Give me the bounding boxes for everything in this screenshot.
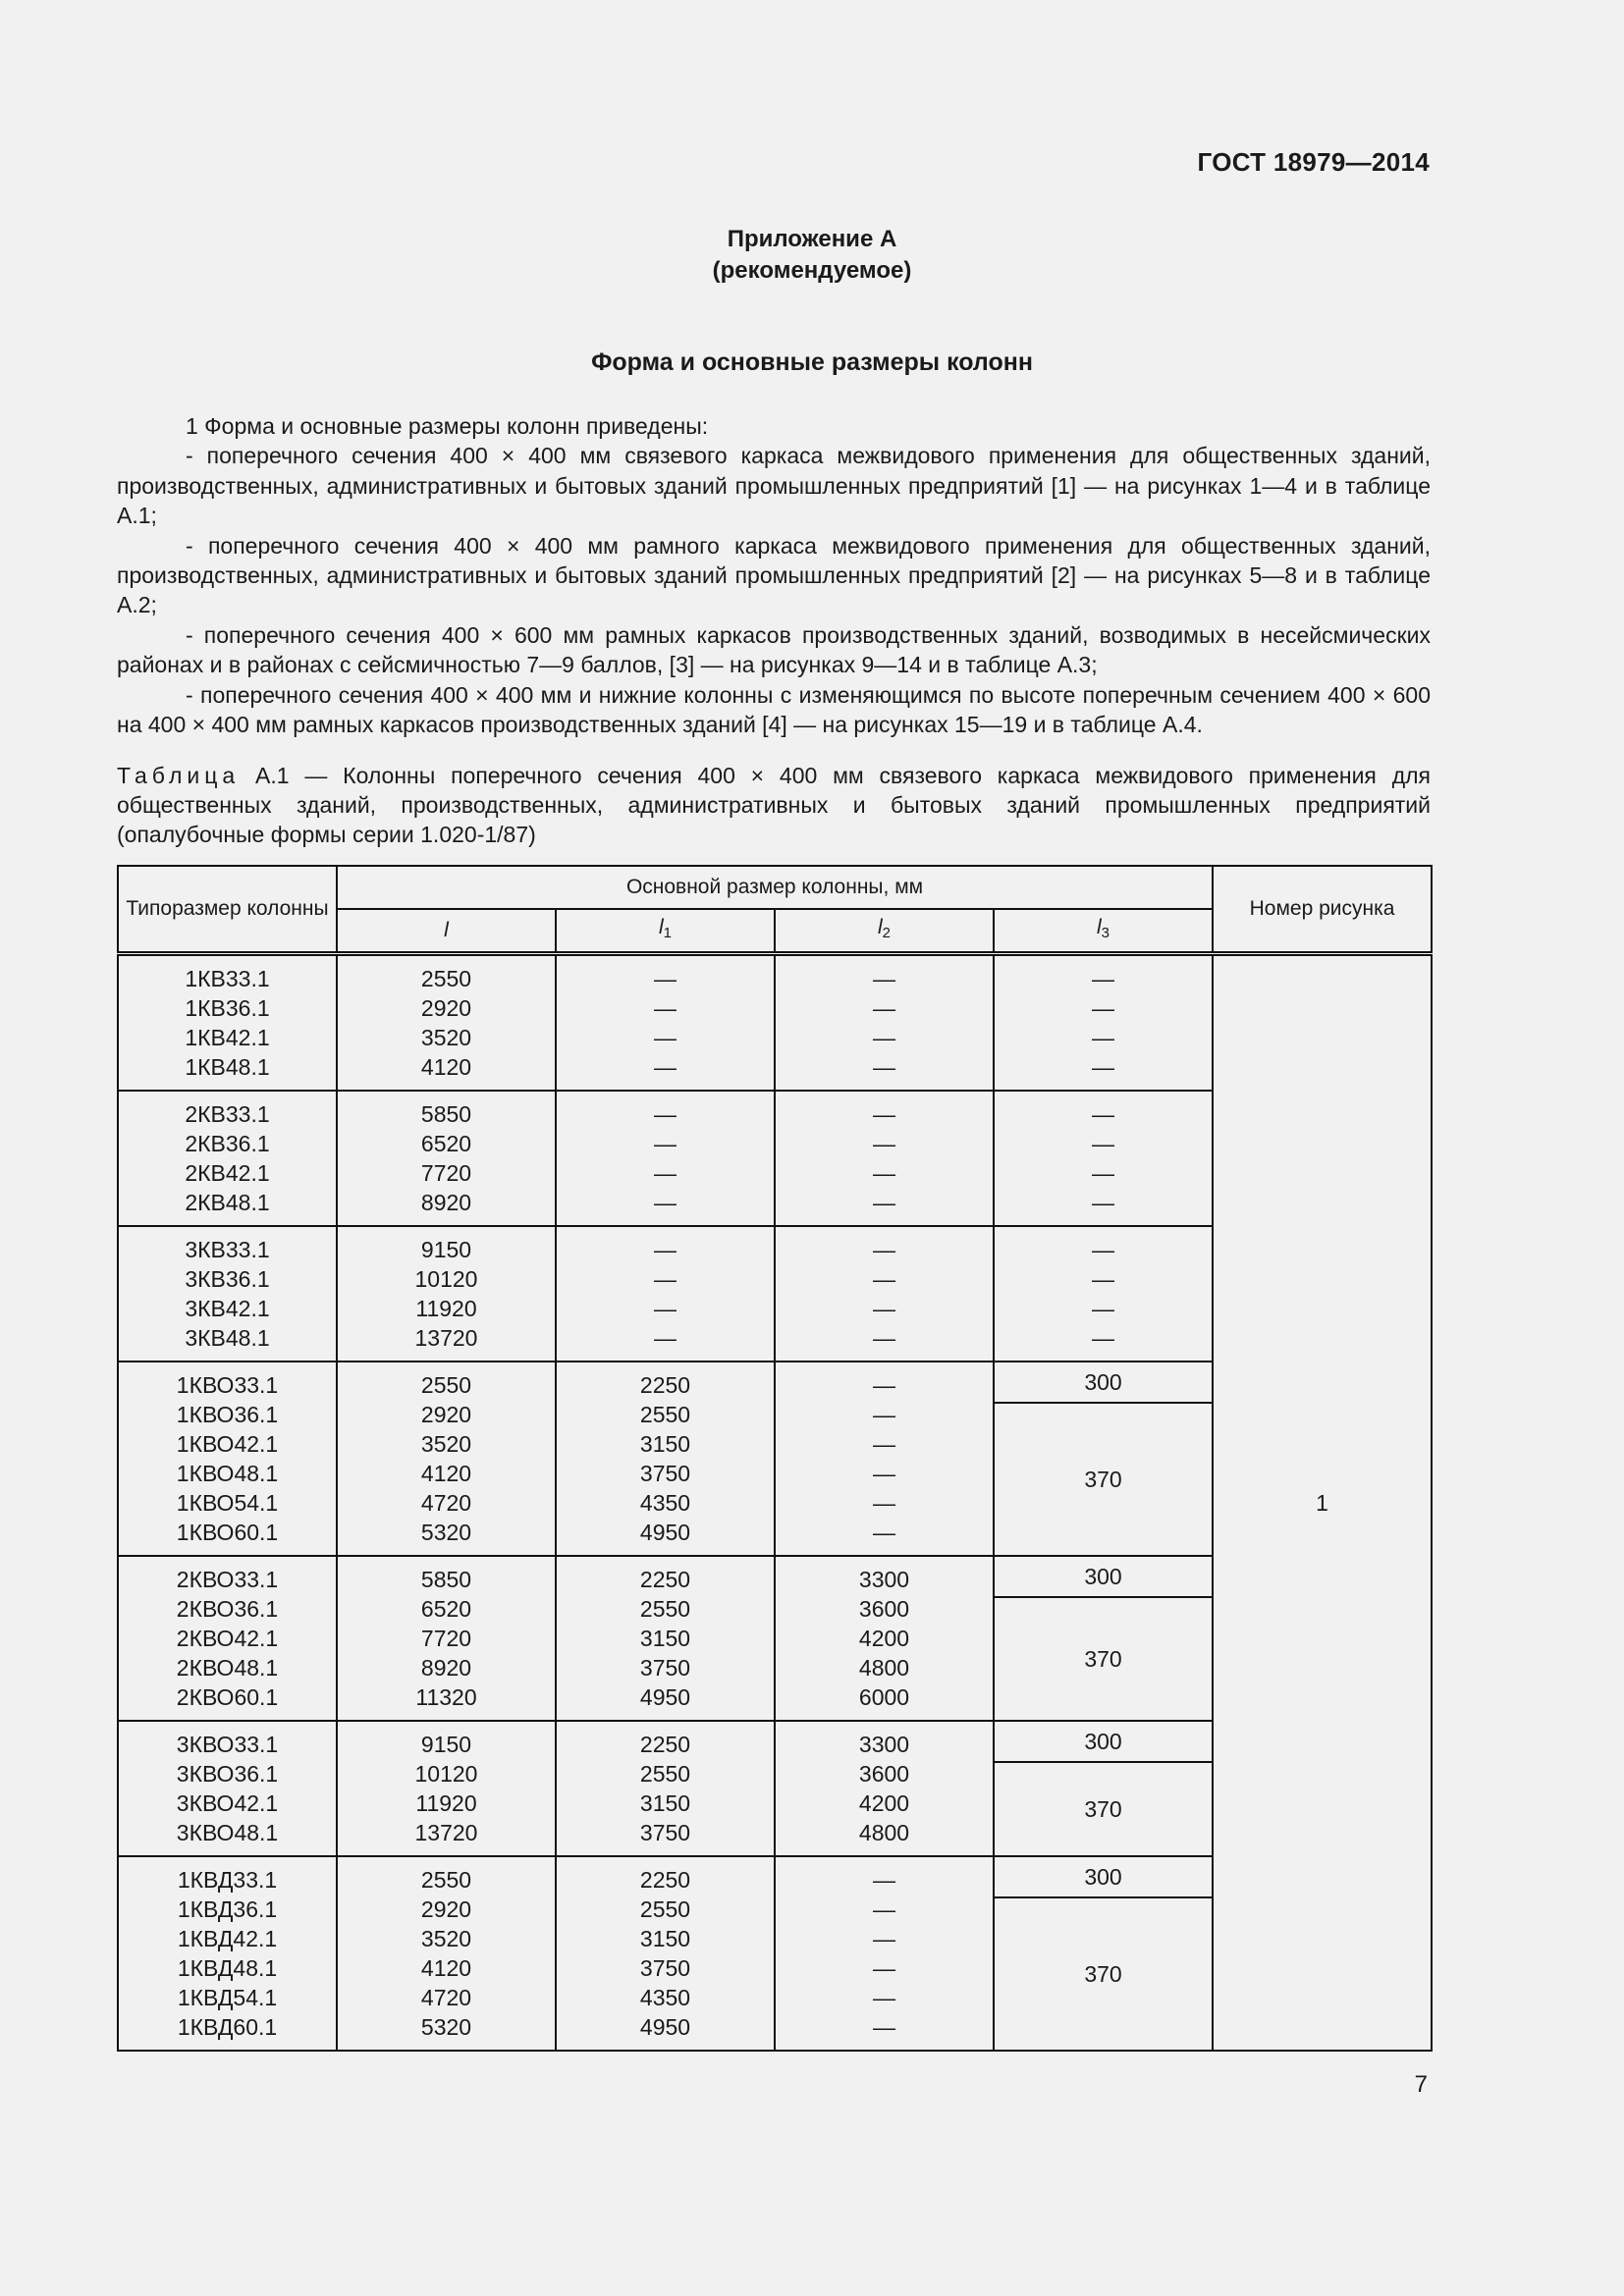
cell-l2-value: — — [873, 1985, 895, 2010]
cell-l1 — [556, 954, 775, 1092]
cell-type-value: 1КВ36.1 — [185, 995, 270, 1021]
cell-type — [118, 1721, 337, 1856]
cell-l2-value: — — [873, 1955, 895, 1981]
cell-l2-value: — — [873, 1490, 895, 1516]
cell-l-value: 9150 — [420, 1237, 472, 1262]
cell-l-value: 9150 — [420, 1732, 472, 1757]
cell-l1-value: 2250 — [639, 1372, 691, 1398]
cell-l3 — [994, 1226, 1213, 1362]
cell-l1-value: — — [654, 995, 677, 1021]
cell-type-value: 1КВД33.1 — [177, 1867, 278, 1893]
cell-l-value: 5850 — [420, 1567, 472, 1592]
header-type: Типоразмер колонны — [118, 866, 337, 954]
cell-l1-value: 4950 — [639, 2014, 691, 2040]
header-l3: $l_3$ — [994, 909, 1213, 954]
cell-l2-value: — — [873, 1926, 895, 1951]
cell-l-value: 2920 — [420, 995, 472, 1021]
cell-l3-value: — — [1092, 1237, 1114, 1262]
cell-l-value: 11320 — [415, 1684, 477, 1710]
header-figure: Номер рисунка — [1213, 866, 1432, 954]
cell-type — [118, 1226, 337, 1362]
cell-l-value: 3520 — [420, 1431, 472, 1457]
cell-type-value: 3КВО42.1 — [176, 1790, 279, 1816]
cell-l-value: 13720 — [414, 1820, 478, 1845]
cell-l-value: 4720 — [420, 1985, 472, 2010]
cell-type-value: 3КВ48.1 — [185, 1325, 270, 1351]
page-number: 7 — [1414, 2071, 1428, 2098]
cell-type — [118, 1362, 337, 1556]
cell-l-value: 4720 — [420, 1490, 472, 1516]
cell-l-value: 5320 — [420, 2014, 472, 2040]
cell-l1-value: 4950 — [639, 1520, 691, 1545]
cell-type-value: 3КВ36.1 — [185, 1266, 270, 1292]
intro-text — [117, 411, 1431, 739]
cell-l1-value: 2250 — [639, 1867, 691, 1893]
table-caption-label: Таблица — [117, 763, 241, 788]
cell-l-value: 7720 — [420, 1626, 472, 1651]
cell-l-value: 13720 — [414, 1325, 478, 1351]
cell-type-value: 1КВД42.1 — [177, 1926, 278, 1951]
cell-l2 — [775, 1091, 994, 1226]
cell-l1-value: 2550 — [639, 1596, 691, 1622]
cell-l-value: 4120 — [420, 1054, 472, 1080]
cell-l-value: 4120 — [420, 1955, 472, 1981]
cell-l2 — [775, 954, 994, 1092]
cell-l1 — [556, 1362, 775, 1556]
cell-l1-value: — — [654, 1101, 677, 1127]
cell-l3-value: — — [1092, 1190, 1114, 1215]
cell-l3-value: — — [1092, 1325, 1114, 1351]
table-caption-text: А.1 — Колонны поперечного сечения 400 × 400 мм связевого каркаса межвидового применения для общественных зданий, производственных, административных и бытовых зданий промышленных предприятий (опалубочные формы серии 1.020-1/87) — [117, 763, 1431, 847]
table-row-group — [118, 954, 1432, 1092]
cell-l1-value: 2550 — [639, 1761, 691, 1787]
cell-l-value: 4120 — [420, 1461, 472, 1486]
cell-l1-value: — — [654, 1131, 677, 1156]
cell-l1-value: 3750 — [639, 1461, 691, 1486]
cell-l2-value: — — [873, 1372, 895, 1398]
cell-type-value: 3КВО36.1 — [176, 1761, 279, 1787]
cell-type-value: 2КВО60.1 — [176, 1684, 279, 1710]
cell-l-value: 6520 — [420, 1131, 472, 1156]
cell-l2-value: — — [873, 1190, 895, 1215]
cell-l-value: 6520 — [420, 1596, 472, 1622]
cell-l — [337, 1091, 556, 1226]
cell-l3-first: 300 — [994, 1856, 1213, 1897]
intro-item: - поперечного сечения 400 × 400 мм связевого каркаса межвидового применения для общественных зданий, производственных, административных и бытовых зданий промышленных предприятий [1] — на рисунках 1—4 и в таблице А.1; — [117, 443, 1431, 529]
cell-type-value: 1КВО54.1 — [176, 1490, 279, 1516]
cell-type-value: 2КВО36.1 — [176, 1596, 279, 1622]
cell-l1-value: 3150 — [639, 1626, 691, 1651]
cell-l1 — [556, 1721, 775, 1856]
cell-type-value: 3КВ33.1 — [185, 1237, 270, 1262]
cell-l1-value: 3150 — [639, 1926, 691, 1951]
cell-l1 — [556, 1856, 775, 2051]
cell-l2-value: 4200 — [858, 1790, 910, 1816]
columns-table — [117, 865, 1433, 2052]
cell-l2-value: — — [873, 995, 895, 1021]
cell-type-value: 1КВО36.1 — [176, 1402, 279, 1427]
cell-l3 — [994, 1091, 1213, 1226]
cell-l2-value: — — [873, 1461, 895, 1486]
cell-type-value: 3КВО48.1 — [176, 1820, 279, 1845]
appendix-status: (рекомендуемое) — [712, 257, 912, 284]
intro-item: - поперечного сечения 400 × 600 мм рамных каркасов производственных зданий, возводимых в несейсмических районах и в районах с сейсмичностью 7—9 баллов, [3] — на рисунках 9—14 и в таблице А.3; — [117, 621, 1431, 678]
cell-l — [337, 954, 556, 1092]
cell-type-value: 1КВО33.1 — [176, 1372, 279, 1398]
cell-l-value: 2920 — [420, 1896, 472, 1922]
cell-l-value: 11920 — [415, 1296, 477, 1321]
cell-type-value: 1КВ48.1 — [185, 1054, 270, 1080]
cell-l2-value: — — [873, 1896, 895, 1922]
cell-l2-value: 3600 — [858, 1761, 910, 1787]
cell-l3-rest: 370 — [994, 1897, 1213, 2051]
cell-l2-value: — — [873, 1296, 895, 1321]
cell-l1-value: — — [654, 1325, 677, 1351]
cell-l1 — [556, 1556, 775, 1721]
cell-l2-value: 6000 — [858, 1684, 910, 1710]
cell-l3-value: — — [1092, 995, 1114, 1021]
cell-figure-number: 1 — [1213, 954, 1432, 2052]
cell-l1-value: — — [654, 1160, 677, 1186]
appendix-title: Приложение А — [727, 226, 897, 252]
cell-l1-value: 3150 — [639, 1431, 691, 1457]
cell-l-value: 11920 — [415, 1790, 477, 1816]
cell-l-value: 7720 — [420, 1160, 472, 1186]
cell-l1-value: 2550 — [639, 1402, 691, 1427]
cell-l1 — [556, 1091, 775, 1226]
cell-l-value: 2550 — [420, 966, 472, 991]
cell-l3-value: — — [1092, 1160, 1114, 1186]
cell-l2 — [775, 1362, 994, 1556]
cell-type-value: 2КВО48.1 — [176, 1655, 279, 1681]
cell-l2 — [775, 1556, 994, 1721]
cell-type-value: 2КВ42.1 — [185, 1160, 270, 1186]
cell-l2-value: — — [873, 1160, 895, 1186]
cell-type-value: 2КВО33.1 — [176, 1567, 279, 1592]
cell-l-value: 5320 — [420, 1520, 472, 1545]
cell-type-value: 2КВ48.1 — [185, 1190, 270, 1215]
cell-type-value: 1КВД54.1 — [177, 1985, 278, 2010]
cell-type-value: 3КВО33.1 — [176, 1732, 279, 1757]
cell-l3-value: — — [1092, 1296, 1114, 1321]
cell-l2-value: 3600 — [858, 1596, 910, 1622]
cell-type — [118, 1091, 337, 1226]
cell-l3-first: 300 — [994, 1556, 1213, 1597]
cell-l2-value: — — [873, 1402, 895, 1427]
cell-l3-value: — — [1092, 1131, 1114, 1156]
cell-l-value: 2550 — [420, 1867, 472, 1893]
cell-l2-value: — — [873, 1101, 895, 1127]
cell-type — [118, 954, 337, 1092]
cell-l1-value: 4950 — [639, 1684, 691, 1710]
cell-type-value: 1КВО48.1 — [176, 1461, 279, 1486]
cell-type-value: 1КВД60.1 — [177, 2014, 278, 2040]
cell-l2-value: — — [873, 1025, 895, 1050]
cell-l2-value: — — [873, 2014, 895, 2040]
cell-l-value: 3520 — [420, 1025, 472, 1050]
cell-l-value: 8920 — [420, 1655, 472, 1681]
section-title: Форма и основные размеры колонн — [591, 348, 1033, 376]
cell-l — [337, 1226, 556, 1362]
cell-type — [118, 1856, 337, 2051]
cell-l2 — [775, 1721, 994, 1856]
cell-l1-value: — — [654, 1054, 677, 1080]
cell-l-value: 2920 — [420, 1402, 472, 1427]
cell-l1-value: 4350 — [639, 1985, 691, 2010]
cell-l2-value: 3300 — [858, 1567, 910, 1592]
cell-l-value: 3520 — [420, 1926, 472, 1951]
cell-l3-value: — — [1092, 1101, 1114, 1127]
cell-l2-value: — — [873, 966, 895, 991]
cell-l-value: 10120 — [414, 1761, 478, 1787]
header-l: l — [337, 909, 556, 954]
cell-l2 — [775, 1226, 994, 1362]
table-caption — [117, 761, 1431, 849]
cell-l1-value: — — [654, 1237, 677, 1262]
cell-l1-value: — — [654, 1296, 677, 1321]
cell-l-value: 10120 — [414, 1266, 478, 1292]
cell-l2-value: — — [873, 1237, 895, 1262]
cell-l3-rest: 370 — [994, 1597, 1213, 1721]
cell-type-value: 2КВ36.1 — [185, 1131, 270, 1156]
cell-type-value: 2КВ33.1 — [185, 1101, 270, 1127]
cell-l1-value: 3750 — [639, 1820, 691, 1845]
cell-type-value: 2КВО42.1 — [176, 1626, 279, 1651]
cell-l3-rest: 370 — [994, 1403, 1213, 1556]
cell-l2 — [775, 1856, 994, 2051]
cell-l — [337, 1856, 556, 2051]
cell-l1-value: 3750 — [639, 1955, 691, 1981]
cell-l — [337, 1362, 556, 1556]
cell-type-value: 1КВ42.1 — [185, 1025, 270, 1050]
cell-l3 — [994, 954, 1213, 1092]
cell-type-value: 1КВ33.1 — [185, 966, 270, 991]
cell-l2-value: 3300 — [858, 1732, 910, 1757]
cell-type — [118, 1556, 337, 1721]
cell-l3-value: — — [1092, 966, 1114, 991]
cell-l1-value: 3150 — [639, 1790, 691, 1816]
cell-l1-value: 4350 — [639, 1490, 691, 1516]
cell-l1-value: 3750 — [639, 1655, 691, 1681]
cell-l1-value: — — [654, 1025, 677, 1050]
cell-l2-value: 4800 — [858, 1655, 910, 1681]
header-l2: $l_2$ — [775, 909, 994, 954]
cell-l3-value: — — [1092, 1054, 1114, 1080]
cell-l2-value: — — [873, 1325, 895, 1351]
cell-l3-value: — — [1092, 1266, 1114, 1292]
cell-l1-value: — — [654, 1190, 677, 1215]
cell-l2-value: 4800 — [858, 1820, 910, 1845]
intro-lead: 1 Форма и основные размеры колонн приведены: — [186, 413, 709, 439]
cell-l3-value: — — [1092, 1025, 1114, 1050]
cell-type-value: 3КВ42.1 — [185, 1296, 270, 1321]
cell-l — [337, 1721, 556, 1856]
cell-l1-value: — — [654, 966, 677, 991]
cell-l2-value: — — [873, 1520, 895, 1545]
cell-l1-value: — — [654, 1266, 677, 1292]
intro-item: - поперечного сечения 400 × 400 мм рамного каркаса межвидового применения для общественных зданий, производственных, административных и бытовых зданий промышленных предприятий [2] — на рисунках 5—8 и в таблице А.2; — [117, 532, 1431, 618]
cell-type-value: 1КВД36.1 — [177, 1896, 278, 1922]
cell-l2-value: — — [873, 1431, 895, 1457]
table-body — [118, 954, 1432, 2052]
cell-l3-rest: 370 — [994, 1762, 1213, 1856]
cell-l3-first: 300 — [994, 1721, 1213, 1762]
cell-type-value: 1КВД48.1 — [177, 1955, 278, 1981]
cell-l1-value: 2550 — [639, 1896, 691, 1922]
header-size-group: Основной размер колонны, мм — [337, 866, 1213, 909]
cell-l2-value: 4200 — [858, 1626, 910, 1651]
cell-l2-value: — — [873, 1266, 895, 1292]
header-l1: $l_1$ — [556, 909, 775, 954]
cell-l — [337, 1556, 556, 1721]
cell-l1-value: 2250 — [639, 1567, 691, 1592]
cell-l2-value: — — [873, 1131, 895, 1156]
cell-type-value: 1КВО60.1 — [176, 1520, 279, 1545]
cell-type-value: 1КВО42.1 — [176, 1431, 279, 1457]
document-standard-number: ГОСТ 18979—2014 — [1197, 147, 1430, 177]
cell-l1 — [556, 1226, 775, 1362]
cell-l2-value: — — [873, 1867, 895, 1893]
cell-l3-first: 300 — [994, 1362, 1213, 1403]
cell-l-value: 5850 — [420, 1101, 472, 1127]
intro-item: - поперечного сечения 400 × 400 мм и нижние колонны с изменяющимся по высоте поперечным сечением 400 × 600 на 400 × 400 мм рамных каркасов производственных зданий [4] — на рисунках 15—19 и в таблице А.4. — [117, 681, 1431, 738]
cell-l2-value: — — [873, 1054, 895, 1080]
cell-l1-value: 2250 — [639, 1732, 691, 1757]
cell-l-value: 8920 — [420, 1190, 472, 1215]
cell-l-value: 2550 — [420, 1372, 472, 1398]
appendix-heading — [0, 224, 1624, 287]
